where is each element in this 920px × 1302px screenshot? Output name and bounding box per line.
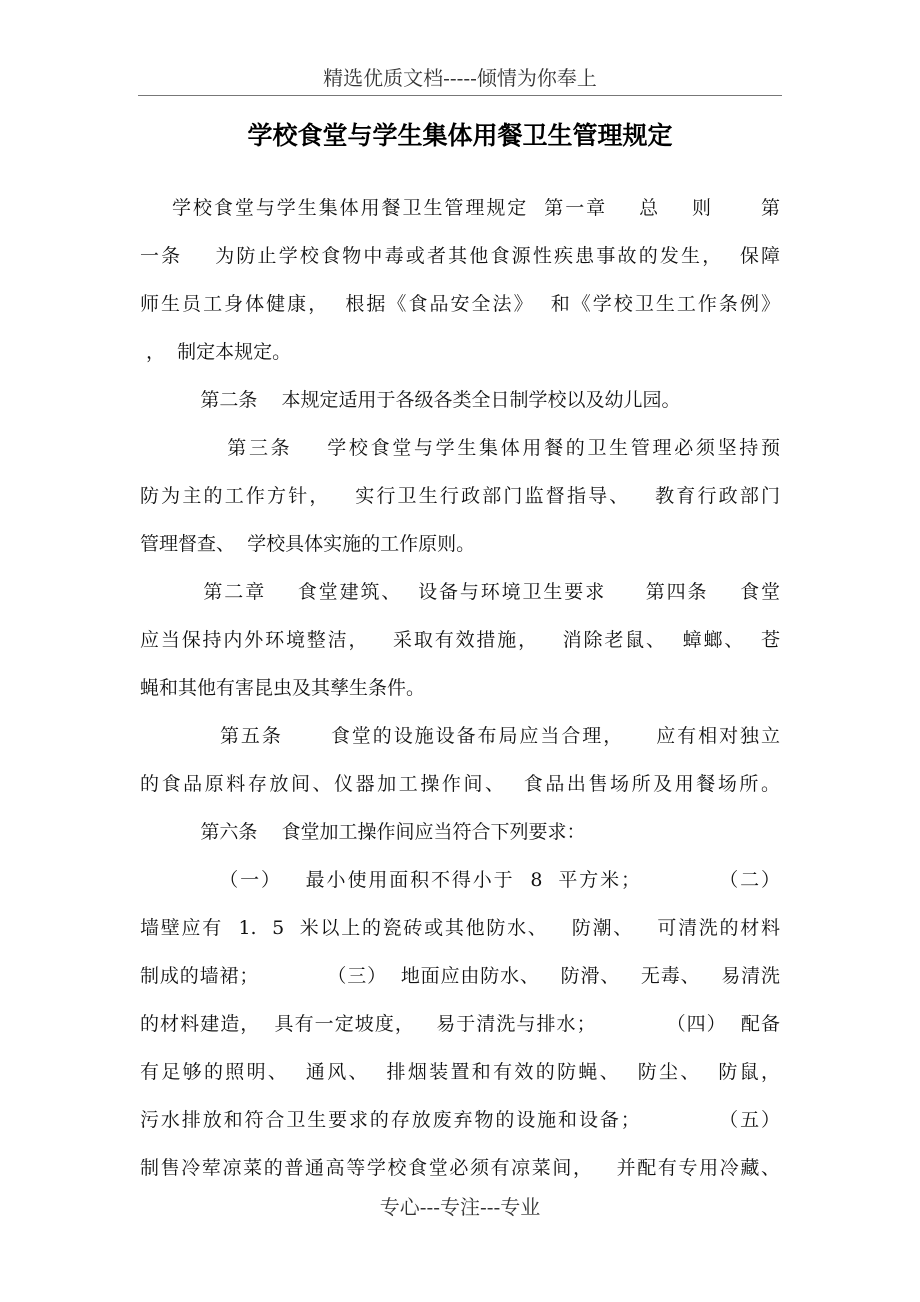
body-line: 第六条 食堂加工操作间应当符合下列要求： <box>140 821 586 843</box>
body-line: 应当保持内外环境整洁， 采取有效措施， 消除老鼠、 蟑螂、 苍 <box>140 629 780 651</box>
body-line: 一条 为防止学校食物中毒或者其他食源性疾患事故的发生， 保障 <box>140 245 780 267</box>
header-divider <box>138 95 782 96</box>
page-footer: 专心---专注---专业 <box>379 1195 541 1219</box>
document-title: 学校食堂与学生集体用餐卫生管理规定 <box>247 121 673 150</box>
body-line: 的材料建造， 具有一定坡度， 易于清洗与排水； （四） 配备 <box>140 1013 780 1035</box>
body-line: （一） 最小使用面积不得小于 8 平方米； （二） <box>140 869 780 891</box>
body-line: 蝇和其他有害昆虫及其孳生条件。 <box>140 677 426 699</box>
body-line: 的食品原料存放间、仪器加工操作间、 食品出售场所及用餐场所。 <box>140 773 780 795</box>
body-line: 污水排放和符合卫生要求的存放废弃物的设施和设备； （五） <box>140 1109 780 1131</box>
body-line: 制成的墙裙； （三） 地面应由防水、 防滑、 无毒、 易清洗 <box>140 965 780 987</box>
body-line: 第三条 学校食堂与学生集体用餐的卫生管理必须坚持预 <box>140 437 780 459</box>
body-line: 有足够的照明、 通风、 排烟装置和有效的防蝇、 防尘、 防鼠， <box>140 1061 780 1083</box>
body-line: 墙壁应有 1. 5 米以上的瓷砖或其他防水、 防潮、 可清洗的材料 <box>140 917 780 939</box>
body-line: 学校食堂与学生集体用餐卫生管理规定 第一章 总 则 第 <box>140 197 780 219</box>
body-line: 管理督查、 学校具体实施的工作原则。 <box>140 533 476 555</box>
body-line: 防为主的工作方针， 实行卫生行政部门监督指导、 教育行政部门 <box>140 485 780 507</box>
body-line: 第二条 本规定适用于各级各类全日制学校以及幼儿园。 <box>140 389 681 411</box>
body-line: ， 制定本规定。 <box>140 341 292 363</box>
body-line: 第二章 食堂建筑、 设备与环境卫生要求 第四条 食堂 <box>140 581 780 603</box>
body-line: 第五条 食堂的设施设备布局应当合理， 应有相对独立 <box>140 725 780 747</box>
body-line: 制售冷荤凉菜的普通高等学校食堂必须有凉菜间， 并配有专用冷藏、 <box>140 1157 780 1179</box>
body-line: 师生员工身体健康， 根据《食品安全法》 和《学校卫生工作条例》 <box>140 293 780 315</box>
page-header: 精选优质文档-----倾情为你奉上 <box>323 66 597 90</box>
